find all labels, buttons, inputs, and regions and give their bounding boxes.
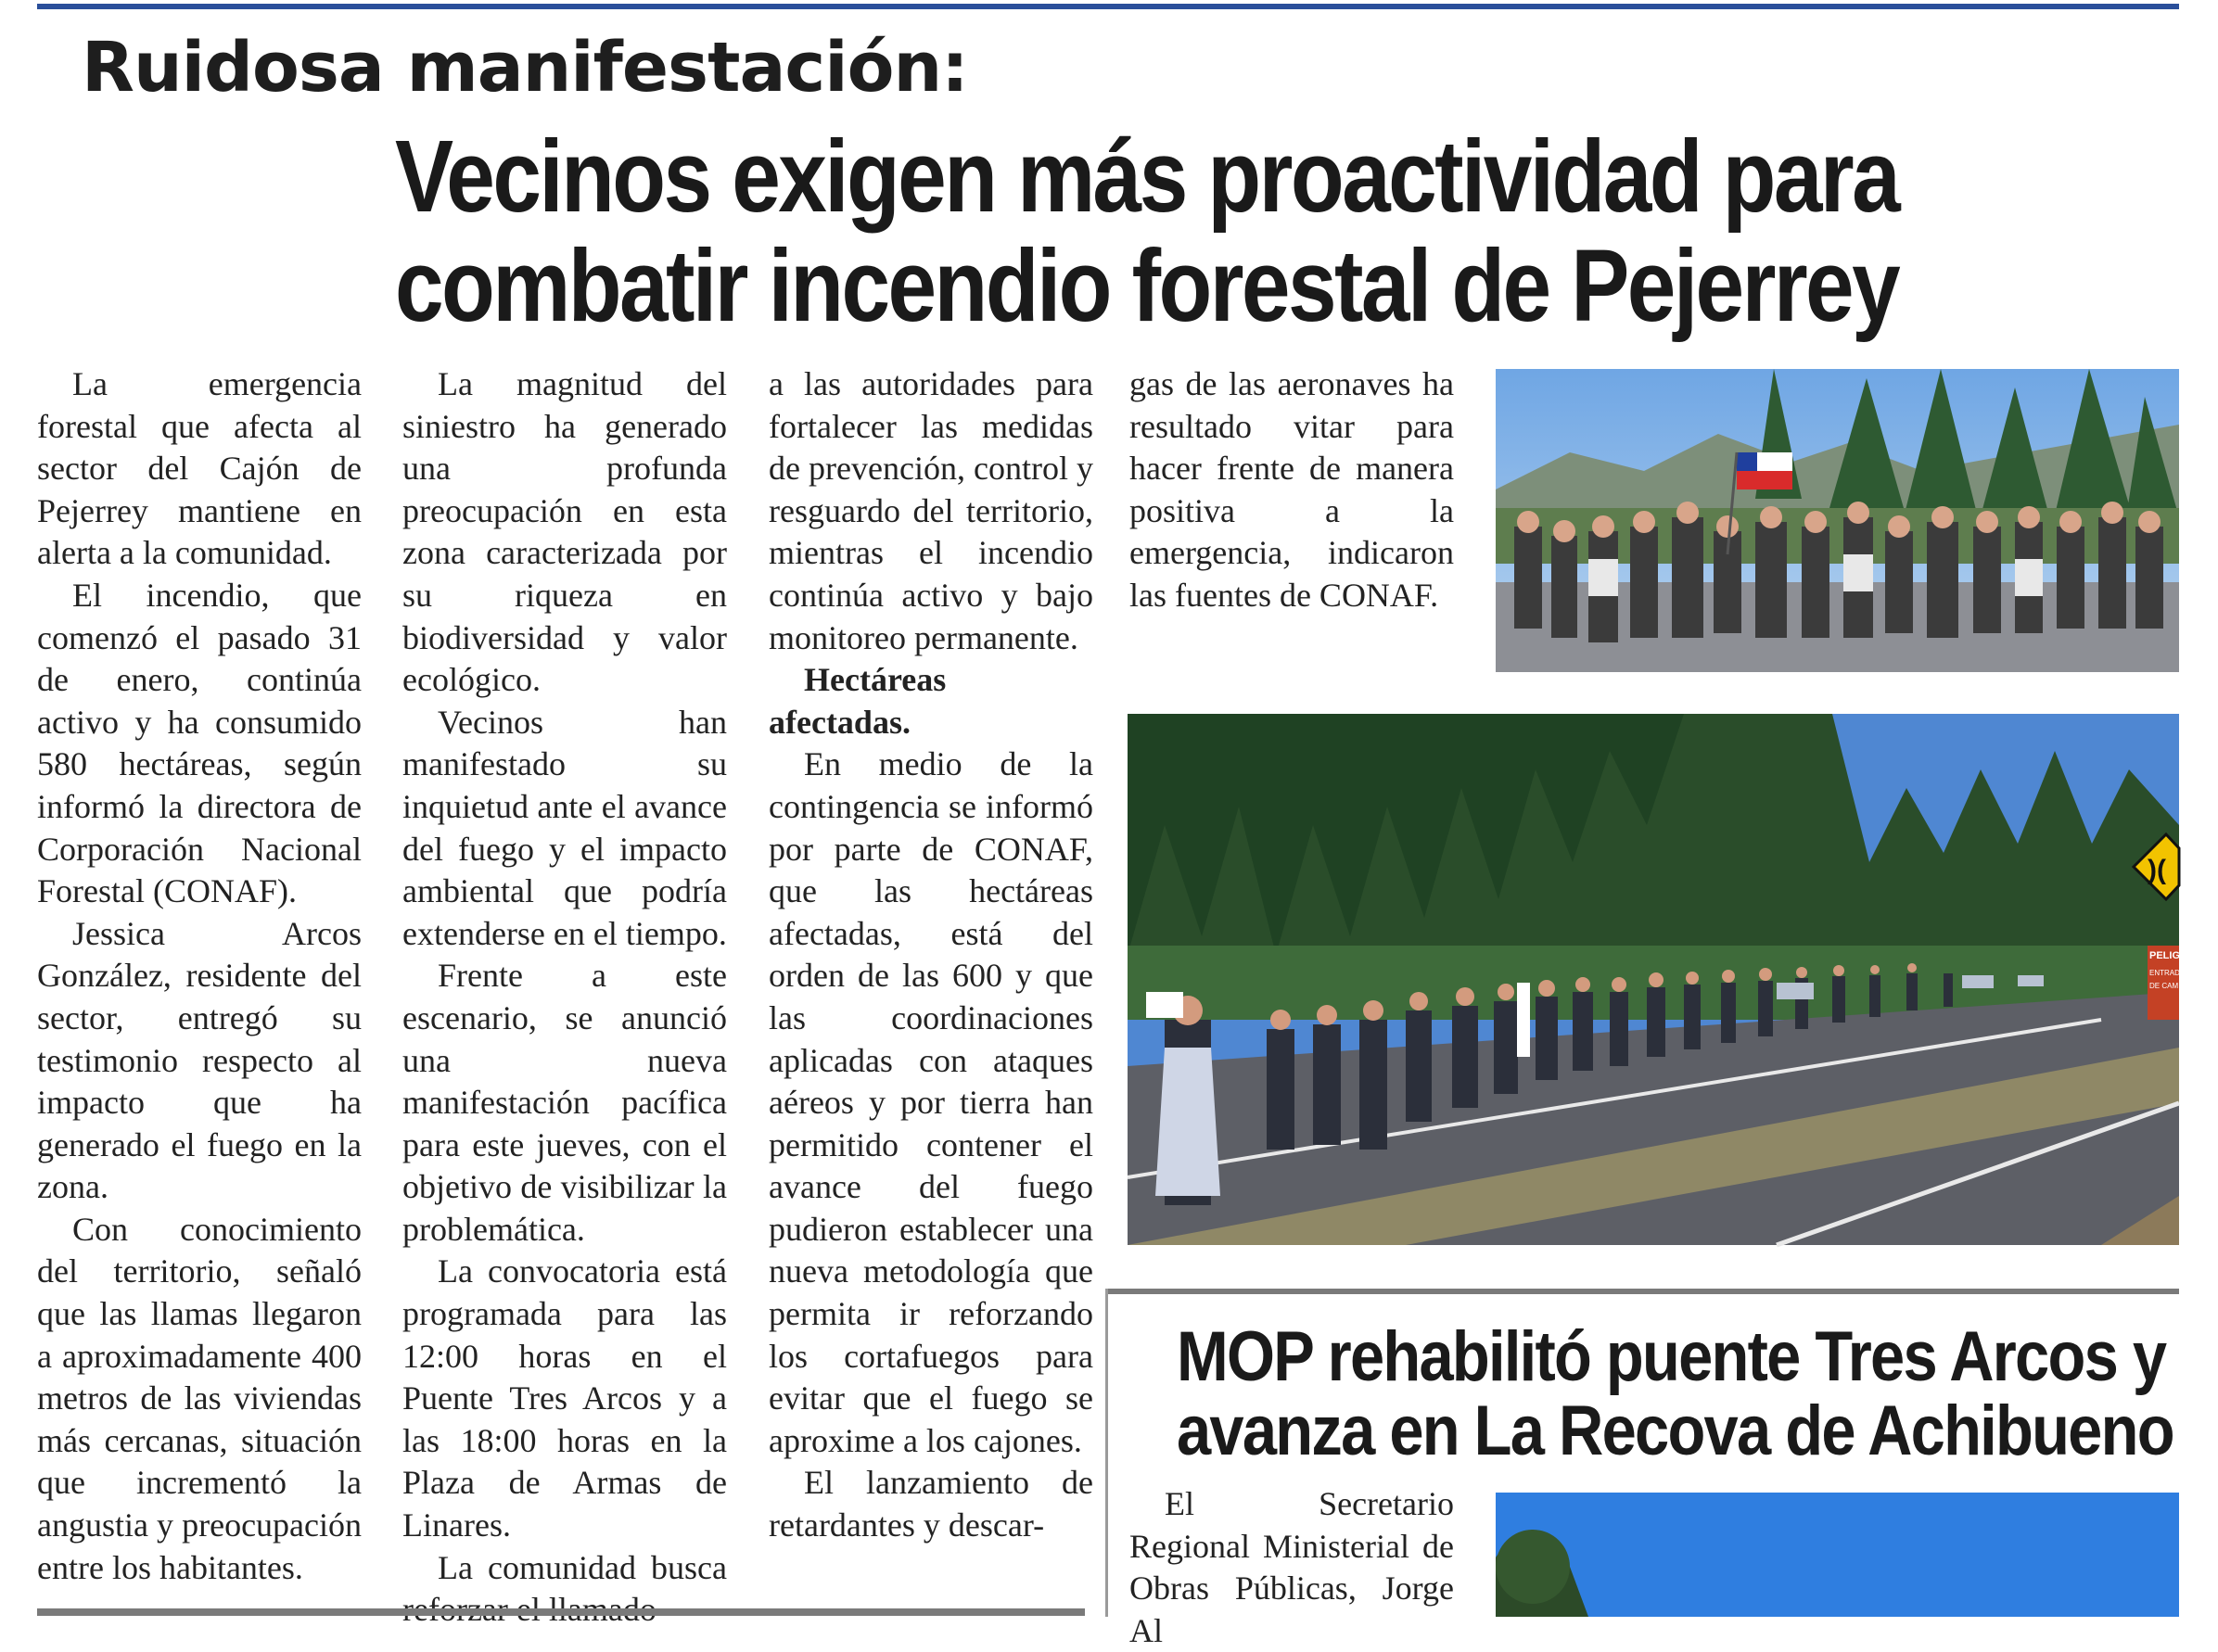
headline — [395, 120, 1899, 343]
paragraph: La emergencia forestal que afecta al sector del Cajón de Pejerrey mantiene en alerta a la comunidad. — [37, 365, 362, 572]
road-sign-text-3: DE CAM — [2149, 982, 2179, 990]
column-1 — [37, 363, 362, 1589]
column-2 — [402, 363, 727, 1632]
top-rule — [37, 4, 2179, 9]
paragraph: Vecinos han manifestado su inquietud ante el avance del fuego y el impacto ambiental que podría extenderse en el tiempo. — [402, 703, 727, 952]
bottom-rule — [37, 1608, 1085, 1616]
paragraph: La convocatoria está programada para las 12:00 horas en el Puente Tres Arcos y a las 18:00 horas en la Plaza de Armas de Linares. — [402, 1252, 727, 1544]
paragraph: El lanzamiento de retardantes y descar- — [769, 1464, 1093, 1544]
second-article-headline — [1177, 1317, 2173, 1470]
subheading-text: Hectáreas afectadas — [769, 661, 947, 741]
road-sign-text-2: ENTRADA Y — [2149, 969, 2192, 977]
paragraph: Frente a este escenario, se anunció una nueva manifestación pacífica para este jueves, con el objetivo de visibilizar la problemática. — [402, 957, 727, 1248]
paragraph: El Secretario Regional Ministerial de Obras Públicas, Jorge Al — [1129, 1485, 1454, 1649]
paragraph: En medio de la contingencia se informó por parte de CONAF, que las hectáreas afectadas, está del orden de las 600 y que las coordinaciones aplicadas con ataques aéreos y por tierra han permitido contener el avance del fuego pudieron establecer una nueva metodología que permita ir reforzando los cortafuegos para evitar que el fuego se aproxime a los cajones. — [769, 745, 1093, 1459]
section-vertical-rule — [1105, 1289, 1108, 1617]
paragraph: La comunidad busca — [438, 1548, 727, 1586]
paragraph: a las autoridades para fortalecer las medidas de prevención, control y resguardo del territorio, mientras el incendio continúa activo y bajo monitoreo permanente. — [769, 365, 1093, 656]
paragraph: El incendio, que comenzó el pasado 31 de enero, continúa activo y ha consumido 580 hectáreas, según informó la directora de Corporación Nacional Forestal (CONAF). — [37, 576, 362, 910]
road-sign-text: PELIG — [2149, 950, 2181, 961]
protest-crowd-photo — [1496, 369, 2179, 672]
headline-line-2: combatir incendio forestal de Pejerrey — [395, 229, 1899, 343]
paragraph: gas de las aeronaves ha resultado vitar para hacer frente de manera positiva a la emergencia, indicaron las fuentes de CONAF. — [1129, 365, 1454, 614]
column-4 — [1129, 363, 1454, 617]
subheading: Hectáreas afectadas. — [769, 661, 947, 741]
second-headline-line-1: MOP rehabilitó puente Tres Arcos y — [1177, 1317, 2166, 1396]
paragraph: Jessica Arcos González, residente del sector, entregó su testimonio respecto al impacto que ha generado el fuego en la zona. — [37, 914, 362, 1206]
kicker: Ruidosa manifestación: — [82, 28, 968, 108]
column-3 — [769, 363, 1093, 1547]
march-on-road-photo — [1128, 714, 2192, 1245]
paragraph: Con conocimiento del territorio, señaló que las llamas llegaron a aproximadamente 400 metros de las viviendas más cercanas, situación que incrementó la angustia y preocupación entre los habitantes. — [37, 1210, 362, 1586]
second-article-column — [1129, 1483, 1454, 1652]
second-article-photo — [1496, 1493, 2179, 1617]
section-rule — [1105, 1289, 2179, 1294]
paragraph: La magnitud del siniestro ha generado una profunda preocupación en esta zona caracterizada por su riqueza en biodiversidad y valor ecológico. — [402, 365, 727, 699]
headline-line-1: Vecinos exigen más proactividad para — [395, 120, 1899, 234]
second-headline-line-2: avanza en La Recova de Achibueno — [1177, 1391, 2173, 1470]
svg-text:)(: )( — [2148, 855, 2166, 885]
